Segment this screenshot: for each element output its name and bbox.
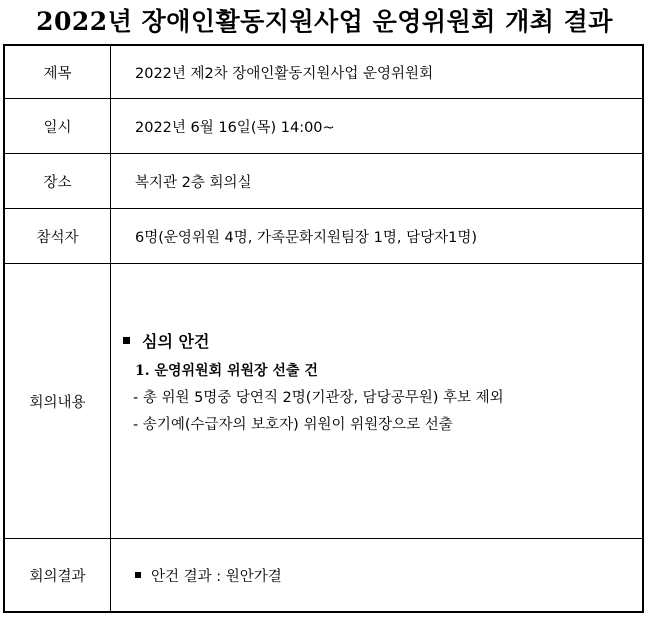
row-label-result: 회의결과 (5, 539, 111, 612)
document-title: 2022년 장애인활동지원사업 운영위원회 개최 결과 (36, 7, 613, 36)
row-value-attendees: 6명(운영위원 4명, 가족문화지원팀장 1명, 담당자1명) (111, 209, 643, 264)
row-label-datetime: 일시 (5, 99, 111, 154)
agenda-heading-text: 심의 안건 (142, 331, 210, 351)
row-value-location: 복지관 2층 회의실 (111, 154, 643, 209)
agenda-detail-line: - 송기예(수급자의 보호자) 위원이 위원장으로 선출 (133, 416, 453, 433)
table-row (5, 99, 642, 154)
table-row (5, 264, 642, 539)
agenda-item: 1. 운영위원회 위원장 선출 건 (135, 362, 318, 379)
table-row (5, 539, 642, 612)
result-text: 안건 결과 : 원안가결 (151, 568, 282, 585)
agenda-detail-line: - 총 위원 5명중 당연직 2명(기관장, 담당공무원) 후보 제외 (133, 389, 504, 406)
table-row (5, 154, 642, 209)
row-label-content: 회의내용 (5, 264, 111, 539)
row-label-title: 제목 (5, 46, 111, 99)
row-value-result (111, 539, 643, 612)
row-value-content (111, 264, 643, 539)
row-label-attendees: 참석자 (5, 209, 111, 264)
square-bullet-icon (123, 337, 130, 344)
minutes-table-frame (3, 44, 644, 613)
row-label-location: 장소 (5, 154, 111, 209)
row-value-title: 2022년 제2차 장애인활동지원사업 운영위원회 (111, 46, 643, 99)
agenda-heading (123, 329, 642, 352)
agenda-block (135, 329, 642, 434)
table-row (5, 46, 642, 99)
table-row (5, 209, 642, 264)
minutes-table (5, 46, 642, 611)
row-value-datetime: 2022년 6월 16일(목) 14:00~ (111, 99, 643, 154)
square-bullet-icon (135, 572, 141, 578)
